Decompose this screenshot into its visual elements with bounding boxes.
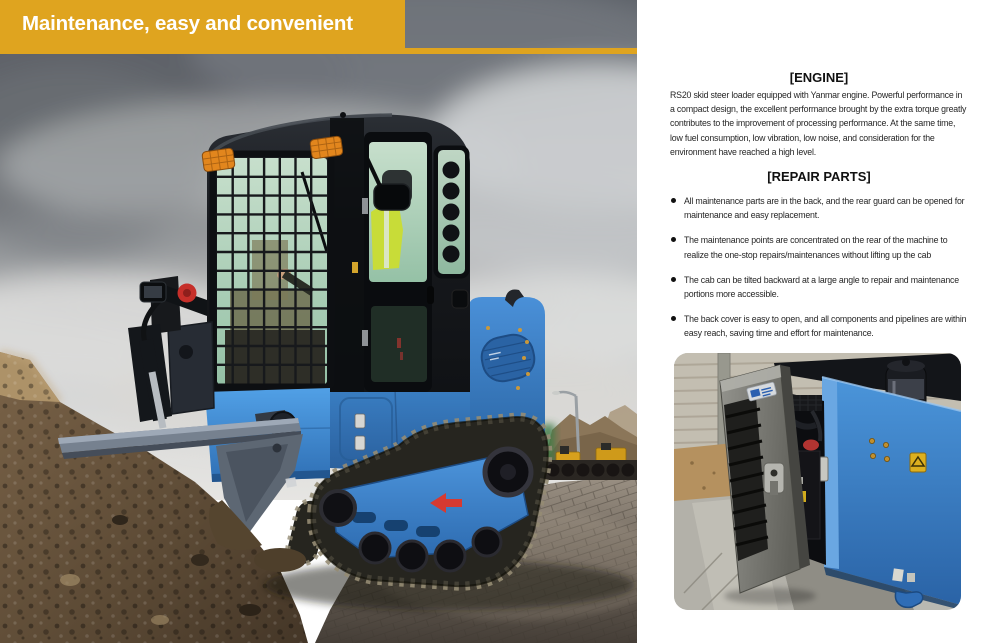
repair-bullet-list bbox=[670, 194, 970, 352]
sticker bbox=[352, 262, 358, 273]
quick-attach-plate bbox=[168, 322, 214, 414]
tow-hook bbox=[895, 591, 922, 607]
rear-lamp bbox=[452, 290, 468, 308]
latch bbox=[355, 414, 365, 428]
bullet-text: The maintenance points are concentrated on the rear of the machine to realize the one-stop repairs/maintenances without lifting up the cab bbox=[684, 235, 948, 260]
red-cap bbox=[803, 440, 819, 451]
tire-barrier bbox=[540, 460, 637, 480]
engine-paragraph: RS20 skid steer loader equipped with Yanmar engine. Powerful performance in a compact design, the excellent performance brought by the extra torque greatly contributes to the improvement of processing performance. At the same time, low fuel consumption, low vibration, low noise, and consideration for the environment have reached a high level. bbox=[670, 90, 967, 157]
idler-wheel bbox=[321, 491, 355, 525]
dirt-spill bbox=[254, 548, 306, 572]
door-handle bbox=[427, 286, 434, 304]
bullet-item bbox=[670, 194, 970, 222]
page-title: Maintenance, easy and convenient bbox=[22, 12, 353, 35]
blue-rear-panel bbox=[822, 377, 961, 610]
detail-photo bbox=[674, 353, 961, 610]
cab-mesh-window bbox=[213, 154, 331, 387]
warning-sticker bbox=[910, 453, 926, 472]
bullet-item bbox=[670, 312, 970, 340]
bullet-item bbox=[670, 233, 970, 261]
bullet-text: All maintenance parts are in the back, and the rear guard can be opened for maintenance and easy replacement. bbox=[684, 196, 965, 221]
repair-parts-heading: [REPAIR PARTS] bbox=[767, 169, 871, 184]
bullet-icon bbox=[671, 237, 676, 242]
bullet-item bbox=[670, 273, 970, 301]
bullet-text: The back cover is easy to open, and all components and pipelines are within easy reach, saving time and effort for maintenance. bbox=[684, 314, 967, 339]
small-sticker bbox=[907, 573, 915, 582]
mirror bbox=[374, 184, 410, 210]
door-latch bbox=[764, 463, 784, 495]
small-sticker bbox=[892, 568, 904, 581]
cab-door bbox=[362, 132, 434, 392]
quarter-window bbox=[436, 148, 467, 276]
title-banner bbox=[0, 0, 405, 48]
beacon-light-right bbox=[310, 136, 343, 159]
bullet-icon bbox=[671, 277, 676, 282]
beacon-light-left bbox=[202, 148, 235, 172]
bullet-icon bbox=[671, 316, 676, 321]
bullet-icon bbox=[671, 198, 676, 203]
machine-cab bbox=[202, 112, 470, 392]
b-pillar bbox=[330, 118, 364, 392]
latch bbox=[355, 436, 365, 450]
engine-heading: [ENGINE] bbox=[789, 70, 849, 85]
bullet-text: The cab can be tilted backward at a large angle to repair and maintenance portions more accessible. bbox=[684, 274, 959, 300]
info-panel bbox=[637, 0, 1000, 643]
